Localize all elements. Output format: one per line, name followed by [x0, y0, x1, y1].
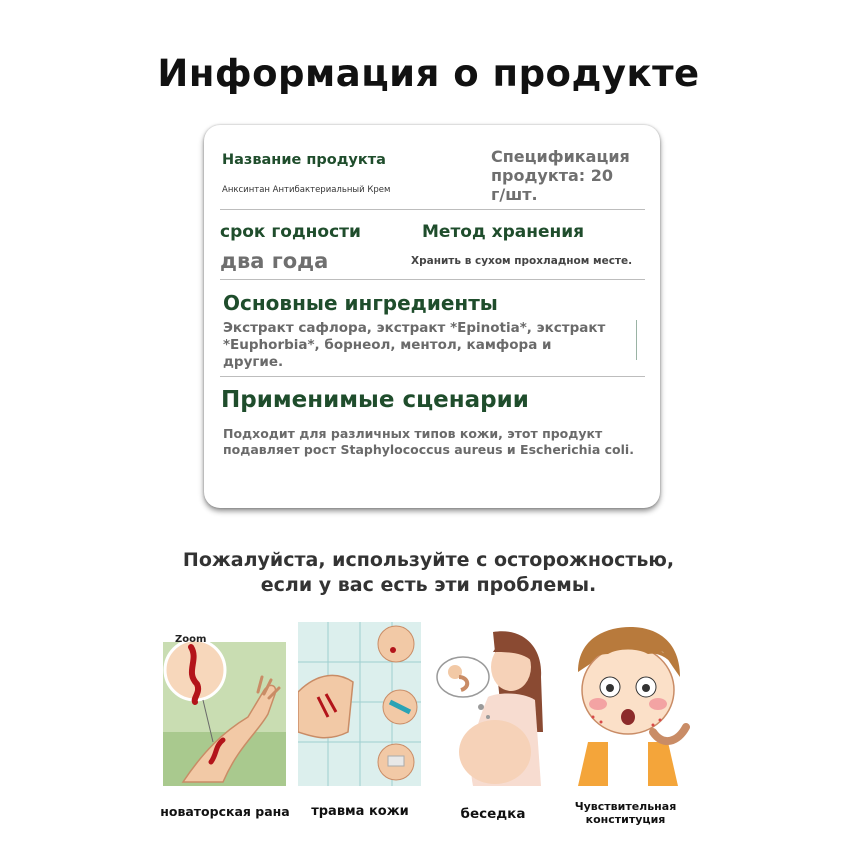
wound-icon: [163, 622, 286, 786]
scenarios-line-1: Подходит для различных типов кожи, этот продукт: [223, 426, 603, 441]
scenarios-label: Применимые сценарии: [221, 387, 529, 413]
tile-caption-pregnancy: беседка: [460, 806, 526, 822]
ingredients-line-3: другие.: [223, 354, 284, 370]
ingredients-text: [223, 320, 633, 371]
scenarios-line-2: подавляет рост Staphylococcus aureus и Escherichia coli.: [223, 442, 634, 457]
tile-caption-sensitive-skin: [563, 800, 688, 826]
divider: [220, 209, 645, 210]
zoom-label: Zoom: [175, 634, 207, 645]
tile-wound: [163, 622, 286, 786]
storage-method-value: Хранить в сухом прохладном месте.: [411, 255, 633, 267]
scenarios-text: [223, 426, 648, 458]
shelf-life-label: срок годности: [220, 222, 361, 242]
ingredients-line-2: *Euphorbia*, борнеол, ментол, камфора и: [223, 337, 552, 353]
caution-notice: [0, 548, 857, 598]
ingredients-label: Основные ингредиенты: [223, 291, 498, 315]
caution-line-1: Пожалуйста, используйте с осторожностью,: [182, 549, 675, 571]
tile-pregnancy: [433, 622, 556, 786]
caption-line-2: конституция: [585, 813, 666, 826]
storage-method-label: Метод хранения: [422, 222, 585, 242]
product-spec: [491, 147, 656, 204]
skin-injury-icon: [298, 622, 421, 786]
pregnant-woman-icon: [433, 622, 556, 786]
divider: [220, 279, 645, 280]
product-name-label: Название продукта: [222, 152, 386, 168]
divider: [220, 376, 645, 377]
tile-caption-skin-injury: травма кожи: [311, 804, 409, 819]
spec-line-3: г/шт.: [491, 185, 538, 204]
shelf-life-value: два года: [220, 249, 329, 273]
tile-skin-injury: [298, 622, 421, 786]
caption-line-1: Чувствительная: [574, 800, 677, 813]
divider: [636, 320, 637, 360]
page-title: Информация о продукте: [157, 52, 700, 95]
sensitive-skin-icon: [568, 622, 691, 786]
product-name-value: Анксинтан Антибактериальный Крем: [222, 185, 391, 195]
spec-line-2: продукта: 20: [491, 166, 614, 185]
tile-caption-wound: новаторская рана: [160, 804, 290, 819]
spec-line-1: Спецификация: [491, 147, 630, 166]
tile-sensitive-skin: [568, 622, 691, 786]
caution-line-2: если у вас есть эти проблемы.: [260, 574, 597, 596]
ingredients-line-1: Экстракт сафлора, экстракт *Epinotia*, экстракт: [223, 320, 606, 336]
product-info-card: [204, 125, 660, 508]
